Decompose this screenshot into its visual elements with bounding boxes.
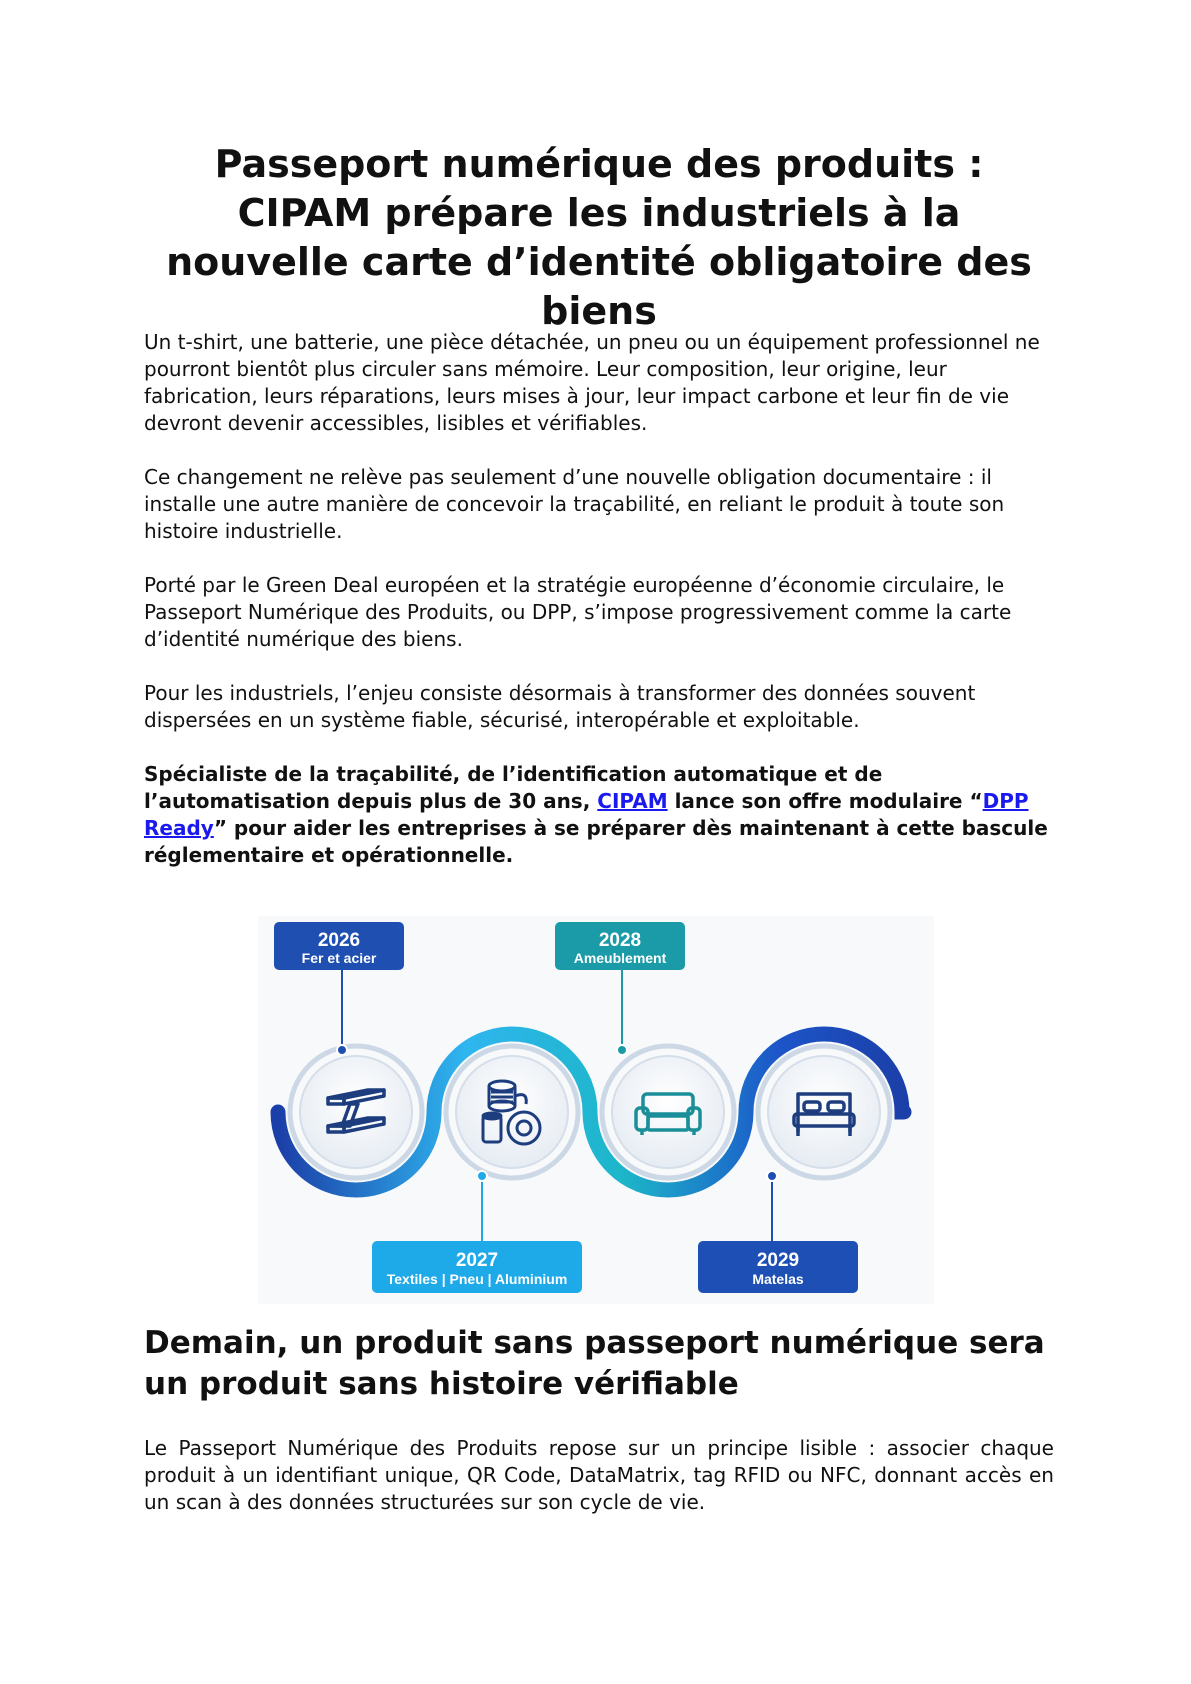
milestone-sector-2026: Fer et acier bbox=[301, 950, 377, 966]
cipam-link[interactable]: CIPAM bbox=[597, 789, 668, 813]
lead-text-3: ” pour aider les entreprises à se préparer dès maintenant à cette bascule réglementaire et opérationnelle. bbox=[144, 816, 1048, 867]
milestone-sector-2029: Matelas bbox=[752, 1271, 804, 1287]
paragraph-green-deal: Porté par le Green Deal européen et la stratégie européenne d’économie circulaire, le Passeport Numérique des Produits, ou DPP, s’impose progressivement comme la carte d’identité numérique des biens. bbox=[144, 573, 1012, 651]
section-paragraph: Le Passeport Numérique des Produits repose sur un principe lisible : associer chaque produit à un identifiant unique, QR Code, DataMatrix, tag RFID ou NFC, donnant accès en un scan à des données structurées sur son cycle de vie. bbox=[144, 1436, 1054, 1514]
milestone-disc-2028 bbox=[612, 1056, 724, 1168]
milestone-label-2027 bbox=[372, 1241, 582, 1293]
dpp-ready-link[interactable]: DPP Ready bbox=[144, 789, 1029, 840]
lead-text-2: lance son offre modulaire “ bbox=[667, 789, 983, 813]
lead-paragraph bbox=[144, 761, 1054, 869]
milestone-label-2028 bbox=[555, 922, 685, 970]
milestone-year-2029: 2029 bbox=[756, 1250, 800, 1271]
milestone-disc-2029 bbox=[768, 1056, 880, 1168]
milestone-year-2028: 2028 bbox=[598, 930, 642, 951]
milestone-disc-2027 bbox=[456, 1056, 568, 1168]
milestone-sector-2027: Textiles | Pneu | Aluminium bbox=[386, 1271, 568, 1287]
section-heading: Demain, un produit sans passeport numérique sera un produit sans histoire vérifiable bbox=[144, 1325, 1045, 1402]
dpp-timeline-figure bbox=[258, 916, 934, 1304]
paragraph-industrials: Pour les industriels, l’enjeu consiste désormais à transformer des données souvent dispersées en un système fiable, sécurisé, interopérable et exploitable. bbox=[144, 681, 976, 732]
page-title: Passeport numérique des produits : CIPAM prépare les industriels à la nouvelle carte d’identité obligatoire des biens bbox=[166, 142, 1032, 333]
milestone-label-2026 bbox=[274, 922, 404, 970]
milestone-year-2027: 2027 bbox=[455, 1250, 499, 1271]
milestone-label-2029 bbox=[698, 1241, 858, 1293]
lead-text-1: Spécialiste de la traçabilité, de l’identification automatique et de l’automatisation depuis plus de 30 ans, bbox=[144, 762, 883, 813]
timeline-svg bbox=[258, 916, 934, 1304]
paragraph-traceability: Ce changement ne relève pas seulement d’une nouvelle obligation documentaire : il installe une autre manière de concevoir la traçabilité, en reliant le produit à toute son histoire industrielle. bbox=[144, 465, 1005, 543]
milestone-sector-2028: Ameublement bbox=[573, 950, 667, 966]
milestone-year-2026: 2026 bbox=[317, 930, 361, 951]
intro-paragraph: Un t-shirt, une batterie, une pièce détachée, un pneu ou un équipement professionnel ne pourront bientôt plus circuler sans mémoire. Leur composition, leur origine, leur fabrication, leurs réparations, leurs mises à jour, leur impact carbone et leur fin de vie devront devenir accessibles, lisibles et vérifiables. bbox=[144, 330, 1040, 435]
